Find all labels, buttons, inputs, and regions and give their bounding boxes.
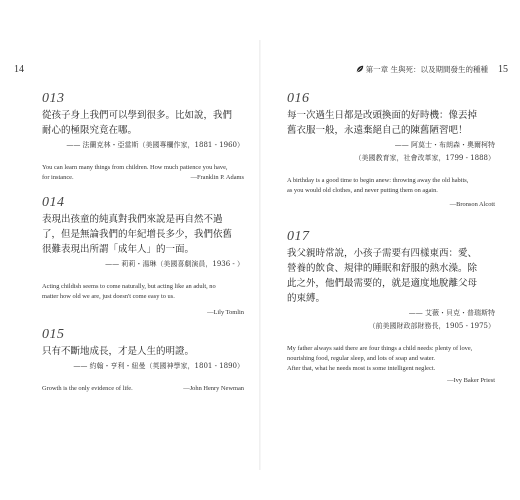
quote-english — [42, 163, 244, 183]
quote-chinese-attribution: —— 艾薇・貝克・普瑞斯特 — [408, 309, 495, 317]
quote-chinese-line: 營養的飲食、規律的睡眠和舒服的熱水澡。除 — [287, 263, 478, 274]
right-page — [261, 0, 520, 500]
quote-chinese-attribution: —— 阿莫士・布朗森・奧爾柯特 — [394, 141, 495, 149]
quote-chinese — [42, 212, 244, 257]
quote-english-attribution: —Lily Tomlin — [207, 309, 244, 316]
quote-english-line: A birthday is a good time to begin anew: throwing away the old habits, — [287, 177, 469, 184]
quote-english-line: nourishing food, regular sleep, and lots of soap and water. — [287, 355, 436, 362]
quote-english-line: Growth is the only evidence of life. — [42, 385, 133, 392]
quote-chinese — [42, 344, 244, 359]
left-page — [0, 0, 259, 500]
quote-english-attribution: —Franklin P. Adams — [190, 174, 244, 181]
quote-chinese-attribution-detail: （前美國財政部財務長，1905 - 1975） — [368, 322, 495, 330]
quote-number: 015 — [42, 327, 65, 342]
quote-chinese-line: 很難表現出所謂「成年人」的一面。 — [42, 244, 195, 255]
quote-entry — [42, 92, 244, 183]
quote-number: 013 — [42, 91, 65, 106]
quote-english — [287, 344, 495, 374]
quote-english — [287, 176, 495, 196]
quote-entry — [287, 92, 495, 210]
quote-chinese-attribution: —— 莉莉・湯琳（美國喜劇演員，1936 - ） — [105, 260, 244, 268]
quote-english-attribution: —Ivy Baker Priest — [447, 377, 495, 384]
quote-chinese-line: 從孩子身上我們可以學到很多。比如說，我們 — [42, 110, 233, 121]
quote-chinese-attribution: —— 約翰・亨利・紐曼（英國神學家，1801 - 1890） — [73, 362, 244, 370]
quote-chinese-line: 此之外，他們最需要的，就是適度地脫離父母 — [287, 278, 478, 289]
quote-english-line: After that, what he needs most is some intelligent neglect. — [287, 365, 436, 372]
quote-chinese-attribution-detail: （美國教育家，社會改革家，1799 - 1888） — [354, 154, 495, 162]
running-head-text: 第一章 生與死：以及期間發生的種種 — [365, 65, 488, 74]
quote-entry — [287, 230, 495, 386]
leaf-ornament-icon — [356, 65, 364, 73]
quote-chinese — [287, 246, 495, 306]
quote-entry — [42, 328, 244, 394]
quote-english-line: as you would old clothes, and never putting them on again. — [287, 187, 438, 194]
quote-chinese-line: 耐心的極限究竟在哪。 — [42, 125, 138, 136]
page-number: 15 — [498, 64, 508, 75]
quote-chinese-line: 我父親時常說，小孩子需要有四樣東西：愛、 — [287, 248, 478, 259]
quote-english-line: for instance. — [42, 174, 74, 181]
quote-chinese-attribution: —— 法蘭克林・亞當斯（美國專欄作家，1881 - 1960） — [66, 141, 244, 149]
quote-chinese — [42, 108, 244, 138]
quote-number: 014 — [42, 195, 65, 210]
running-head — [356, 64, 488, 75]
quote-english-attribution: —John Henry Newman — [183, 385, 244, 392]
quote-chinese-line: 每一次過生日都是改頭換面的好時機：像丟掉 — [287, 110, 478, 121]
quote-chinese-line: 的束縛。 — [287, 293, 326, 304]
quote-english-line: You can learn many things from children. How much patience you have, — [42, 164, 228, 171]
quote-chinese-line: 了，但是無論我們的年紀增長多少，我們依舊 — [42, 229, 233, 240]
quote-chinese-line: 只有不斷地成長，才是人生的明證。 — [42, 346, 195, 357]
quote-english-line: matter how old we are, just doesn't come easy to us. — [42, 293, 175, 300]
quote-chinese — [287, 108, 495, 138]
quote-english — [42, 282, 244, 302]
quote-english — [42, 384, 244, 394]
quote-english-attribution: —Bronson Alcott — [449, 201, 495, 208]
quote-number: 016 — [287, 91, 310, 106]
quote-chinese-line: 表現出孩童的純真對我們來說是再自然不過 — [42, 214, 223, 225]
quote-english-line: Acting childish seems to come naturally, but acting like an adult, no — [42, 283, 216, 290]
quote-english-line: My father always said there are four things a child needs: plenty of love, — [287, 345, 473, 352]
quote-chinese-line: 舊衣服一般，永遠棄絕自己的陳舊陋習吧！ — [287, 125, 468, 136]
quote-entry — [42, 196, 244, 318]
page-number: 14 — [14, 64, 24, 75]
quote-number: 017 — [287, 229, 310, 244]
